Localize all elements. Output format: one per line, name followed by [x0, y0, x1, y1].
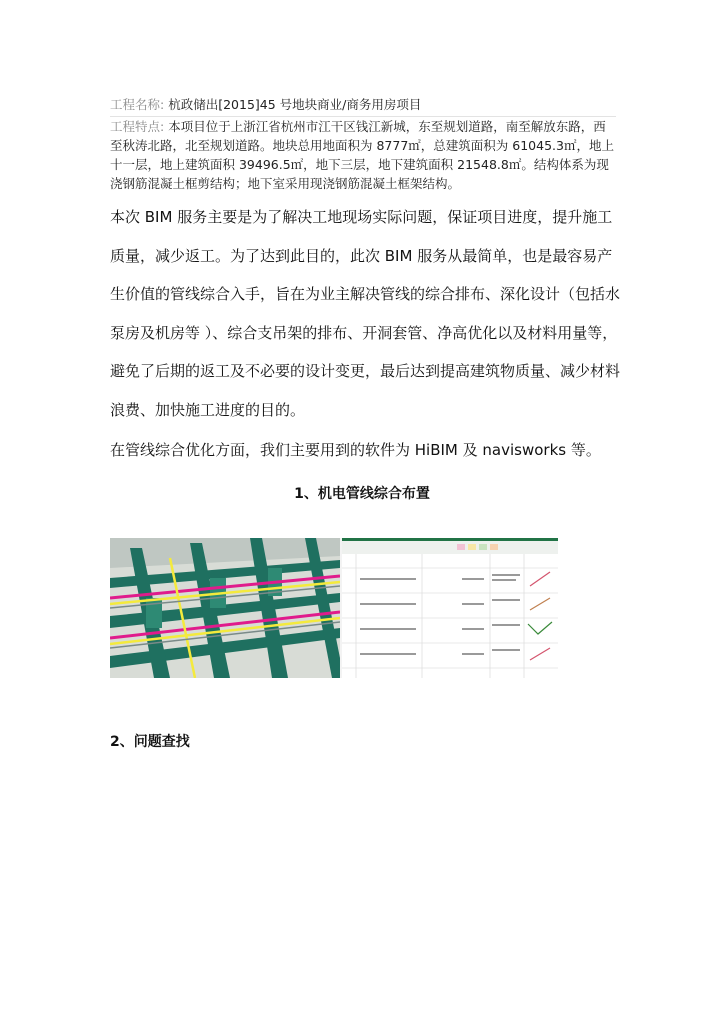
project-name-line: [110, 95, 616, 114]
section-heading-1: 1、机电管线综合布置: [294, 486, 430, 502]
project-name-label: 工程名称:: [110, 97, 165, 112]
section-heading-2: 2、问题查找: [110, 734, 190, 750]
project-feature-value: 本项目位于上浙江省杭州市江干区钱江新城，东至规划道路，南至解放东路，西至秋涛北路，北至规划道路。地块总用地面积为 8777㎡，总建筑面积为 61045.3㎡，地上十一层，地上建筑面积 39496.5㎡，地下三层，地下建筑面积 21548.8㎡。结构体系为现浇钢筋混凝土框剪结构；地下室采用现浇钢筋混凝土框架结构。: [110, 119, 614, 191]
project-name-value: 杭政储出[2015]45 号地块商业/商务用房项目: [168, 97, 422, 112]
project-feature-label: 工程特点:: [110, 119, 165, 134]
body-paragraph-1: 本次 BIM 服务主要是为了解决工地现场实际问题，保证项目进度，提升施工质量，减少返工。为了达到此目的，此次 BIM 服务从最简单，也是最容易产生价值的管线综合入手，旨在为业主解决管线的综合排布、深化设计（包括水泵房及机房等 ）、综合支吊架的排布、开洞套管、净高优化以及材料用量等，避免了后期的返工及不必要的设计变更，最后达到提高建筑物质量、减少材料浪费、加快施工进度的目的。: [110, 208, 621, 419]
body-paragraph-2: 在管线综合优化方面，我们主要用到的软件为 HiBIM 及 navisworks 等。: [110, 441, 601, 459]
bim-3d-model-image: [110, 538, 340, 678]
bim-figure: [110, 538, 558, 678]
project-feature-block: [110, 117, 616, 193]
clash-report-spreadsheet-image: [342, 538, 558, 678]
